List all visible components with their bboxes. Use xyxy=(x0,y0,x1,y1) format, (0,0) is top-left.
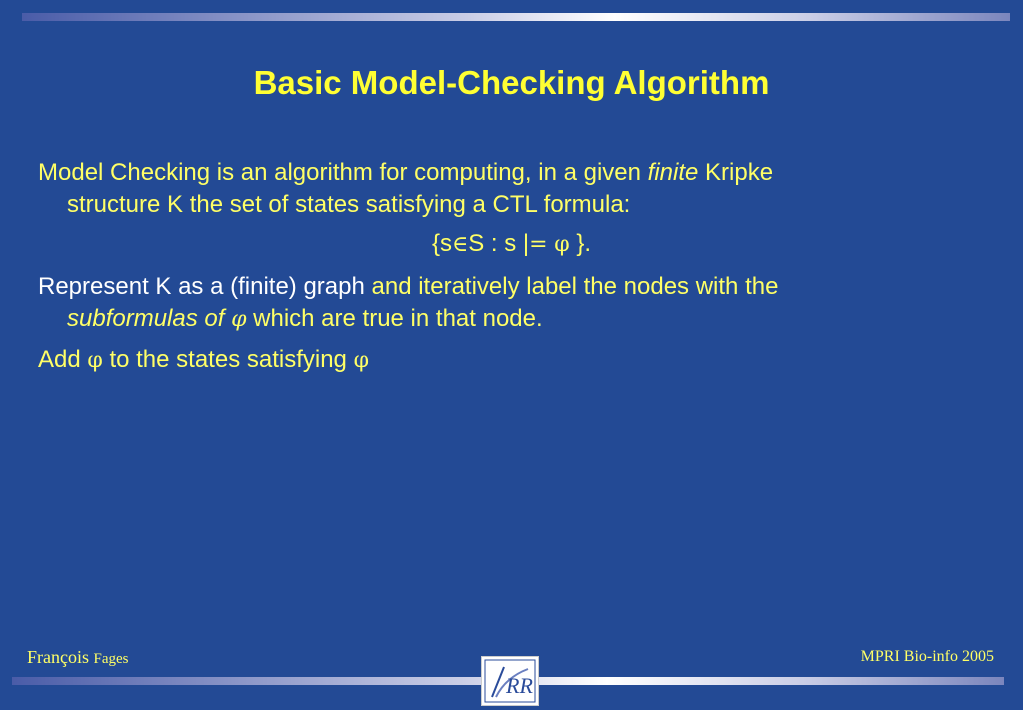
footer-course: MPRI Bio-info 2005 xyxy=(860,648,994,665)
slide-title: Basic Model-Checking Algorithm xyxy=(253,64,770,101)
p1-text-d: structure K the set of states satisfying a CTL formula: xyxy=(67,191,631,218)
p3-text-b: to the states satisfying xyxy=(102,346,354,373)
paragraph-1 xyxy=(38,157,968,221)
models-symbol: = xyxy=(529,232,548,257)
p1-text-finite: finite xyxy=(647,159,699,186)
inria-logo-icon xyxy=(481,656,539,706)
p1-text-a: Model Checking is an algorithm for computing, in a given xyxy=(38,159,648,186)
author-last: Fages xyxy=(93,651,129,667)
paragraph-3 xyxy=(38,344,968,377)
element-of-symbol: ∈ xyxy=(451,232,469,257)
top-divider xyxy=(22,13,1010,21)
phi-symbol: φ xyxy=(87,348,103,373)
formula-a: {s xyxy=(431,230,452,257)
author-first: François xyxy=(27,647,89,667)
footer-author xyxy=(27,647,129,668)
paragraph-2 xyxy=(38,271,968,336)
formula-c: }. xyxy=(569,230,592,257)
p2-text-a: Represent K as a (finite) graph xyxy=(38,273,372,300)
svg-text:RR: RR xyxy=(506,673,533,698)
phi-symbol: φ xyxy=(231,307,247,332)
p2-text-c: subformulas of xyxy=(67,305,232,332)
formula-b: S : s | xyxy=(468,230,530,257)
p1-text-c: Kripke xyxy=(698,159,774,186)
p2-text-b: and iteratively label the nodes with the xyxy=(371,273,779,300)
set-formula xyxy=(0,230,1023,258)
phi-symbol: φ xyxy=(353,348,369,373)
p3-text-a: Add xyxy=(38,346,88,373)
p2-text-d: which are true in that node. xyxy=(246,305,543,332)
phi-symbol: φ xyxy=(554,232,570,257)
